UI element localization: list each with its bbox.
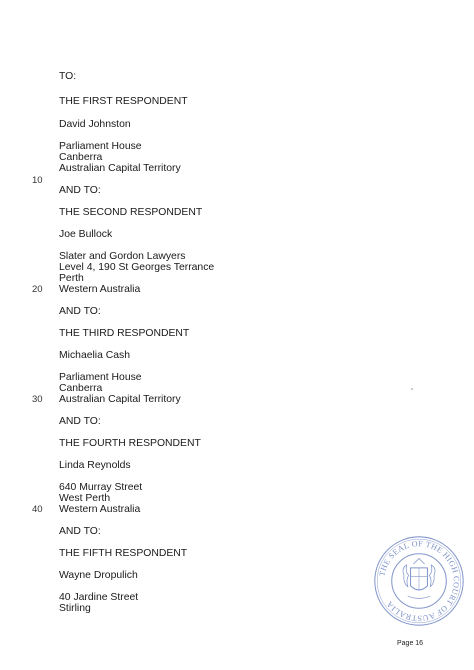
addressee-label: AND TO: bbox=[59, 526, 101, 537]
address-line: Parliament House bbox=[59, 372, 142, 383]
respondent-name: David Johnston bbox=[59, 119, 131, 130]
court-seal-icon bbox=[372, 534, 466, 628]
address-line: Parliament House bbox=[59, 141, 142, 152]
respondent-heading: THE FIFTH RESPONDENT bbox=[59, 548, 188, 559]
respondent-heading: THE SECOND RESPONDENT bbox=[59, 207, 203, 218]
address-line: Perth bbox=[59, 273, 84, 284]
line-number: 20 bbox=[32, 284, 43, 295]
addressee-label: AND TO: bbox=[59, 306, 101, 317]
line-number: 10 bbox=[32, 175, 43, 186]
line-number: 40 bbox=[32, 504, 43, 515]
addressee-label: AND TO: bbox=[59, 185, 101, 196]
respondent-name: Michaelia Cash bbox=[59, 350, 131, 361]
respondent-name: Wayne Dropulich bbox=[59, 570, 138, 581]
address-line: Canberra bbox=[59, 383, 103, 394]
svg-text:THE SEAL OF THE HIGH COURT OF: THE SEAL OF THE HIGH COURT OF AUSTRALIA bbox=[377, 539, 461, 623]
respondent-heading: THE FOURTH RESPONDENT bbox=[59, 438, 201, 449]
addressee-label: AND TO: bbox=[59, 416, 101, 427]
respondent-name: Linda Reynolds bbox=[59, 460, 131, 471]
address-line: West Perth bbox=[59, 493, 111, 504]
address-line: Stirling bbox=[59, 603, 91, 614]
line-number: 30 bbox=[32, 394, 43, 405]
address-line: Australian Capital Territory bbox=[59, 163, 181, 174]
address-line: Western Australia bbox=[59, 284, 141, 295]
address-line: Canberra bbox=[59, 152, 103, 163]
scan-speck bbox=[411, 388, 413, 390]
address-line: 640 Murray Street bbox=[59, 482, 143, 493]
address-line: 40 Jardine Street bbox=[59, 592, 139, 603]
respondent-name: Joe Bullock bbox=[59, 229, 113, 240]
respondent-heading: THE THIRD RESPONDENT bbox=[59, 328, 190, 339]
address-line: Western Australia bbox=[59, 504, 141, 515]
address-line: Slater and Gordon Lawyers bbox=[59, 251, 186, 262]
address-line: Level 4, 190 St Georges Terrance bbox=[59, 262, 215, 273]
respondent-heading: THE FIRST RESPONDENT bbox=[59, 96, 188, 107]
page-number: Page 16 bbox=[397, 640, 424, 647]
address-line: Australian Capital Territory bbox=[59, 394, 181, 405]
addressee-label: TO: bbox=[59, 71, 77, 82]
